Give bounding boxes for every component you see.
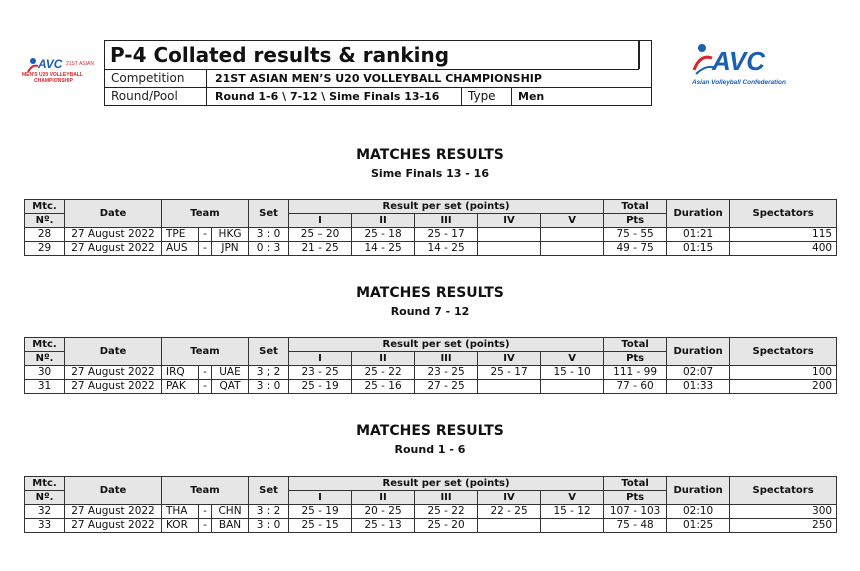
mtc-header: Mtc. [25,338,65,352]
set-5-points [541,242,604,256]
duration-header: Duration [667,477,730,505]
spectators-count: 400 [730,242,837,256]
duration-header: Duration [667,200,730,228]
results-table-2 [24,337,837,394]
spectators-count: 200 [730,380,837,394]
pts-header: Pts [604,491,667,505]
mtc-header: Mtc. [25,200,65,214]
set-iv-header: IV [478,352,541,366]
spectators-header: Spectators [730,200,837,228]
team-header: Team [162,477,249,505]
spectators-count: 300 [730,505,837,519]
right-logo-text: AVC [712,46,765,76]
set-3-points: 27 - 25 [415,380,478,394]
team-home: THA [162,505,199,519]
total-header: Total [604,477,667,491]
spectators-header: Spectators [730,477,837,505]
set-2-points: 25 - 13 [352,519,415,533]
table-row [25,380,837,394]
match-duration: 01:33 [667,380,730,394]
total-points: 49 - 75 [604,242,667,256]
table-row [25,366,837,380]
set-iv-header: IV [478,214,541,228]
set-1-points: 25 - 19 [289,505,352,519]
set-5-points: 15 - 12 [541,505,604,519]
pts-header: Pts [604,214,667,228]
table-row [25,228,837,242]
total-points: 77 - 60 [604,380,667,394]
set-score: 3 : 0 [249,519,289,533]
spectators-count: 115 [730,228,837,242]
set-iii-header: III [415,214,478,228]
total-header: Total [604,338,667,352]
competition-label: Competition [105,70,207,87]
set-2-points: 25 - 22 [352,366,415,380]
type-label: Type [462,88,512,105]
section-3-subtitle: Round 1 - 6 [394,443,466,456]
right-logo-caption: Asian Volleyball Confederation [692,79,786,86]
set-i-header: I [289,214,352,228]
match-date: 27 August 2022 [65,228,162,242]
match-no: 29 [25,242,65,256]
set-2-points: 14 - 25 [352,242,415,256]
team-home: PAK [162,380,199,394]
no-header: Nº. [25,352,65,366]
team-home: KOR [162,519,199,533]
avc-logo [690,42,795,92]
match-duration: 01:25 [667,519,730,533]
team-dash: - [199,366,212,380]
type-value: Men [518,90,545,103]
set-4-points: 25 - 17 [478,366,541,380]
spectators-count: 250 [730,519,837,533]
set-4-points [478,228,541,242]
team-home: IRQ [162,366,199,380]
set-header: Set [249,338,289,366]
total-points: 107 - 103 [604,505,667,519]
team-away: UAE [212,366,249,380]
mtc-header: Mtc. [25,477,65,491]
round-label: Round/Pool [105,88,207,105]
set-iii-header: III [415,491,478,505]
header-side-cell [639,41,651,69]
left-logo-line3: CHAMPIONSHIP [34,78,73,84]
team-header: Team [162,338,249,366]
set-1-points: 25 – 20 [289,228,352,242]
match-date: 27 August 2022 [65,505,162,519]
team-dash: - [199,519,212,533]
section-2-title: MATCHES RESULTS [356,285,504,301]
page-title: P-4 Collated results & ranking [105,41,639,70]
team-dash: - [199,242,212,256]
set-ii-header: II [352,352,415,366]
section-2-subtitle: Round 7 - 12 [390,305,470,318]
match-date: 27 August 2022 [65,366,162,380]
team-dash: - [199,228,212,242]
set-iii-header: III [415,352,478,366]
results-table-3 [24,476,837,533]
section-1-title: MATCHES RESULTS [356,147,504,163]
set-5-points [541,380,604,394]
left-logo-line1: 21ST ASIAN [66,61,94,67]
match-date: 27 August 2022 [65,380,162,394]
total-points: 75 - 55 [604,228,667,242]
team-home: TPE [162,228,199,242]
set-header: Set [249,200,289,228]
set-iv-header: IV [478,491,541,505]
match-date: 27 August 2022 [65,242,162,256]
set-score: 3 ; 2 [249,366,289,380]
set-v-header: V [541,352,604,366]
competition-value: 21ST ASIAN MEN’S U20 VOLLEYBALL CHAMPIONSHIP [215,72,542,85]
set-score: 3 : 2 [249,505,289,519]
set-4-points [478,519,541,533]
table-row [25,519,837,533]
match-duration: 02:10 [667,505,730,519]
set-5-points [541,519,604,533]
spectators-header: Spectators [730,338,837,366]
match-duration: 01:21 [667,228,730,242]
team-dash: - [199,380,212,394]
left-logo-text: AVC [38,57,63,71]
set-1-points: 23 - 25 [289,366,352,380]
set-1-points: 25 - 19 [289,380,352,394]
set-5-points [541,228,604,242]
document-header [104,40,652,106]
left-logo-line2: MEN'S U20 VOLLEYBALL [22,72,83,78]
match-no: 33 [25,519,65,533]
pts-header: Pts [604,352,667,366]
match-no: 31 [25,380,65,394]
match-no: 28 [25,228,65,242]
table-row [25,505,837,519]
set-4-points [478,242,541,256]
team-away: QAT [212,380,249,394]
spectators-count: 100 [730,366,837,380]
team-home: AUS [162,242,199,256]
set-1-points: 21 - 25 [289,242,352,256]
table-row [25,242,837,256]
round-row [105,88,651,105]
set-ii-header: II [352,491,415,505]
duration-header: Duration [667,338,730,366]
no-header: Nº. [25,491,65,505]
match-no: 32 [25,505,65,519]
set-i-header: I [289,491,352,505]
result-per-set-header: Result per set (points) [289,477,604,491]
set-v-header: V [541,491,604,505]
match-duration: 02:07 [667,366,730,380]
no-header: Nº. [25,214,65,228]
set-header: Set [249,477,289,505]
set-i-header: I [289,352,352,366]
round-value: Round 1-6 \ 7-12 \ Sime Finals 13-16 [207,88,462,105]
set-ii-header: II [352,214,415,228]
date-header: Date [65,477,162,505]
team-away: BAN [212,519,249,533]
set-1-points: 25 - 15 [289,519,352,533]
set-3-points: 14 - 25 [415,242,478,256]
team-header: Team [162,200,249,228]
set-4-points [478,380,541,394]
set-2-points: 20 - 25 [352,505,415,519]
team-away: CHN [212,505,249,519]
date-header: Date [65,338,162,366]
results-table-1 [24,199,837,256]
set-3-points: 25 - 22 [415,505,478,519]
total-header: Total [604,200,667,214]
match-no: 30 [25,366,65,380]
result-per-set-header: Result per set (points) [289,338,604,352]
set-score: 3 : 0 [249,380,289,394]
set-v-header: V [541,214,604,228]
match-duration: 01:15 [667,242,730,256]
championship-logo [20,54,100,90]
team-dash: - [199,505,212,519]
set-5-points: 15 - 10 [541,366,604,380]
set-3-points: 25 - 20 [415,519,478,533]
competition-row [105,70,651,88]
team-away: JPN [212,242,249,256]
set-3-points: 23 - 25 [415,366,478,380]
match-date: 27 August 2022 [65,519,162,533]
set-2-points: 25 - 18 [352,228,415,242]
set-3-points: 25 - 17 [415,228,478,242]
team-away: HKG [212,228,249,242]
set-2-points: 25 - 16 [352,380,415,394]
section-3-title: MATCHES RESULTS [356,423,504,439]
set-4-points: 22 - 25 [478,505,541,519]
set-score: 0 : 3 [249,242,289,256]
total-points: 111 - 99 [604,366,667,380]
set-score: 3 : 0 [249,228,289,242]
date-header: Date [65,200,162,228]
total-points: 75 - 48 [604,519,667,533]
result-per-set-header: Result per set (points) [289,200,604,214]
section-1-subtitle: Sime Finals 13 - 16 [371,167,489,180]
